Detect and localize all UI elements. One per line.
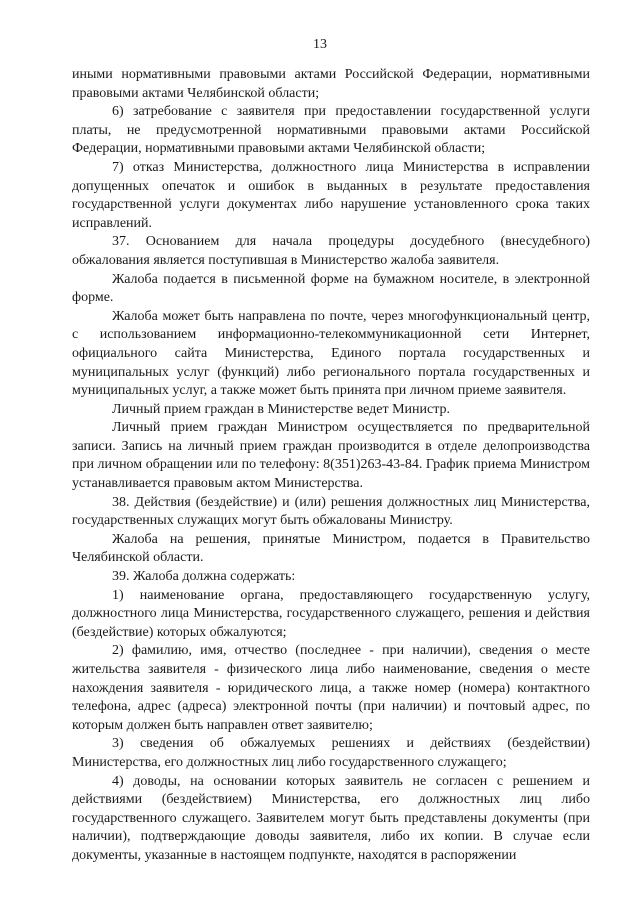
paragraph-section-38: 38. Действия (бездействие) и (или) решения должностных лиц Министерства, государственных служащих могут быть обжалованы Министру.	[72, 494, 590, 529]
paragraph-section-37: 37. Основанием для начала процедуры досудебного (внесудебного) обжалования является поступившая в Министерство жалоба заявителя.	[72, 234, 590, 268]
paragraph-reception-schedule: Личный прием граждан Министром осуществляется по предварительной записи. Запись на личный прием граждан производится в отделе делопроизводства при личном обращении или по телефону: 8(351)263-43-84. График приема Министром устанавливается правовым актом Министерства.	[72, 420, 590, 492]
paragraph-complaint-form: Жалоба подается в письменной форме на бумажном носителе, в электронной форме.	[72, 271, 590, 306]
paragraph-appeal-government: Жалоба на решения, принятые Министром, подается в Правительство Челябинской области.	[72, 531, 590, 566]
paragraph-item-1: 1) наименование органа, предоставляющего государственную услугу, должностного лица Министерства, государственного служащего, решения и действия (бездействие) которых обжалуются;	[72, 587, 590, 640]
paragraph-item-4: 4) доводы, на основании которых заявитель не согласен с решением и действиями (бездействием) Министерства, его должностных лиц либо государственного служащего. Заявителем могут быть представлены документы (при наличии), подтверждающие доводы заявителя, либо их копии. В случае если документы, указанные в настоящем подпункте, находятся в распоряжении	[72, 773, 590, 863]
paragraph-item-7: 7) отказ Министерства, должностного лица Министерства в исправлении допущенных опечаток и ошибок в выданных в результате предоставления государственной услуги документах либо нарушение установленного срока таких исправлений.	[72, 159, 590, 231]
paragraph-personal-reception: Личный прием граждан в Министерстве ведет Министр.	[112, 401, 451, 417]
paragraph-item-3: 3) сведения об обжалуемых решениях и действиях (бездействии) Министерства, его должностных лиц либо государственного служащего;	[72, 736, 590, 770]
paragraph-complaint-channels: Жалоба может быть направлена по почте, через многофункциональный центр, с использованием информационно-телекоммуникационной сети Интернет, официального сайта Министерства, Единого портала государственных и муниципальных услуг (функций) либо регионального портала государственных и муниципальных услуг, а также может быть принята при личном приеме заявителя.	[72, 308, 590, 399]
paragraph-continuation: иными нормативными правовыми актами Российской Федерации, нормативными правовыми актами Челябинской области;	[72, 67, 590, 101]
page-number: 13	[313, 37, 327, 52]
paragraph-section-39: 39. Жалоба должна содержать:	[112, 569, 296, 585]
document-body	[72, 66, 590, 866]
paragraph-item-2: 2) фамилию, имя, отчество (последнее - при наличии), сведения о месте жительства заявителя - физического лица либо наименование, сведения о месте нахождения заявителя - юридического лица, а также номер (номера) контактного телефона, адрес (адреса) электронной почты (при наличии) и почтовый адрес, по которым должен быть направлен ответ заявителю;	[72, 643, 590, 733]
paragraph-item-6: 6) затребование с заявителя при предоставлении государственной услуги платы, не предусмотренной нормативными правовыми актами Российской Федерации, нормативными правовыми актами Челябинской области;	[72, 104, 590, 157]
